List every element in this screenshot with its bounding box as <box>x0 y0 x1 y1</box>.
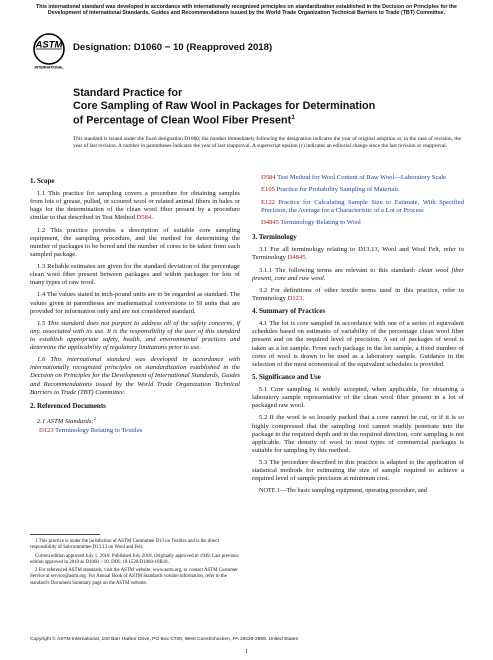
astm-logo <box>30 32 68 70</box>
paragraph-3-1-1: 3.1.1 The following terms are relevant to this standard: clean wool fiber present, core and raw wool. <box>252 266 464 282</box>
reference-d4845[interactable]: D4845 Terminology Relating to Wool <box>261 219 361 227</box>
paragraph-1-2: 1.2 This practice provides a description of suitable core sampling equipment, the sampling procedure, and the method for determining the number of packages to be bored and the number of cores to be taken from each sampled package. <box>30 226 240 258</box>
issue-note: This standard is issued under the fixed designation D1060; the number immediately following the designation indicates the year of original adoption or, in the case of revision, the year of last revision. A number in parentheses indicates the year of last reapproval. A superscript epsilon (ε) indicates an editorial change since the last revision or reapproval. <box>73 136 461 149</box>
paragraph-1-6: 1.6 This international standard was developed in accordance with internationally recognized principles on standardization established in the Decision on Principles for the Development of International Standards, Guides and Recommendations issued by the World Trade Organization Technical Barriers to Trade (TBT) Committee. <box>30 356 240 396</box>
section-heading-terminology: 3. Terminology <box>252 233 297 242</box>
footnote-1: 1 This practice is under the jurisdiction of ASTM Committee D13 on Textiles and is the direct responsibility of Subcommittee D13.13 on Wool and Felt. <box>30 539 219 551</box>
reference-e122[interactable]: E122 Practice for Calculating Sample Size to Estimate, With Specified Precision, the Average for a Characteristic of a Lot or Process <box>261 198 464 214</box>
section-heading-summary-of-practices: 4. Summary of Practices <box>252 307 326 316</box>
paragraph-3-2: 3.2 For definitions of other textile terms used in this practice, refer to Terminology D123. <box>252 286 464 302</box>
section-heading-referenced-documents: 2. Referenced Documents <box>30 401 106 410</box>
right-column <box>252 174 464 500</box>
document-title <box>73 87 453 127</box>
reference-e105[interactable]: E105 Practice for Probability Sampling of Materials <box>261 186 399 194</box>
standards-notice: This international standard was developed in accordance with internationally recognized principles on standardization established in the Decision on Principles for the Development of International Standards, Guides and Recommendations issued by the World Trade Organization Technical Barriers to Trade (TBT) Committee. <box>36 4 457 17</box>
title-footnote-mark: 1 <box>291 114 295 122</box>
ref-link-d584[interactable]: D584 <box>136 214 152 222</box>
paragraph-5-1: 5.1 Core sampling is widely accepted, when applicable, for obtaining a laboratory sample representative of the clean wool fiber present in a lot of packaged raw wool. <box>252 386 464 410</box>
copyright-line: Copyright © ASTM International, 100 Barr Harbor Drive, PO Box C700, West Conshohocken, PA 19428-2959. United States <box>30 637 298 642</box>
designation: Designation: D1060 − 10 (Reapproved 2018) <box>73 42 273 53</box>
logo-subtext: INTERNATIONAL <box>34 65 64 70</box>
section-heading-scope: 1. Scope <box>30 177 55 185</box>
ref-link-d4845[interactable]: D4845 <box>287 254 306 262</box>
title-line-3: of Percentage of Clean Wool Fiber Present$^1$ <box>73 114 295 127</box>
paragraph-5-2: 5.2 If the wool is so loosely packed that a core cannot be cut, or if it is so highly compressed that the sampling tool cannot readily penetrate into the package to the required depth and in the required direction, core sampling is not applicable. The density of wool in most types of commercial packages is suitable for sampling by this method. <box>252 414 464 454</box>
paragraph-3-1: 3.1 For all terminology relating to D13.13, Wool and Wool Felt, refer to Terminology D4845. <box>252 246 464 262</box>
page-number: 1 <box>244 648 249 655</box>
left-column <box>30 174 240 439</box>
paragraph-1-4: 1.4 The values stated in inch-pound units are to be regarded as standard. The values given in parentheses are mathematical conversions to SI units that are provided for information only and are not considered standard. <box>30 291 240 315</box>
paragraph-1-5: 1.5 This standard does not purport to address all of the safety concerns, if any, associated with its use. It is the responsibility of the user of this standard to establish appropriate safety, health, and environmental practices and determine the applicability of regulatory limitations prior to use. <box>30 319 240 352</box>
reference-d123[interactable]: D123 Terminology Relating to Textiles <box>39 426 143 434</box>
title-line-1: Standard Practice for <box>73 87 183 99</box>
paragraph-1-3: 1.3 Reliable estimates are given for the standard deviation of the percentage clean wool fiber present between packages and within packages for lots of many types of raw wool. <box>30 263 240 287</box>
section-heading-significance-and-use: 5. Significance and Use <box>252 372 321 381</box>
reference-d584[interactable]: D584 Test Method for Wool Content of Raw Wool—Laboratory Scale <box>261 174 447 181</box>
paragraph-5-3: 5.3 The procedure described in this practice is adapted to the application of statistical methods for estimating the size of sample required to achieve a required level of sample precision at minimum cost. <box>252 458 464 483</box>
paragraph-2-1: 2.1 ASTM Standards:$^2$ <box>37 415 96 425</box>
title-line-2: Core Sampling of Raw Wool in Packages for Determination <box>73 99 376 112</box>
ref-link-d123[interactable]: D123 <box>287 295 303 302</box>
footnotes <box>30 534 240 589</box>
footnote-1-edition: Current edition approved July 1, 2018. Published July 2018. Originally approved in 1949. Last previous edition approved in 2010 as D1060 – 10. DOI: 10.1520/D1060-10R18. <box>30 553 239 565</box>
paragraph-1-1: 1.1 This practice for sampling covers a procedure for obtaining samples from lots of grease, pulled, or scoured wool or related animal fibers in bales or bags for the determination of the clean wool fiber present by a procedure similar to that described in Test Method D584. <box>30 190 240 222</box>
logo-text: ASTM <box>35 39 63 51</box>
footnote-2: 2 For referenced ASTM standards, visit the ASTM website, www.astm.org, or contact ASTM Customer Service at service@astm.org. For Annual Book of ASTM Standards volume information, refer to the standard's Document Summary page on the ASTM website. <box>30 568 238 586</box>
note-1: NOTE 1—The basic sampling equipment, operating procedure, and <box>259 487 427 495</box>
paragraph-4-1: 4.1 The lot is core sampled in accordance with one of a series of equivalent schedules based on estimates of variability of the percentage clean wool fiber present and on the required level of precision. A set of packages of wool is taken as a lot sample. From each package in the lot sample, a fixed number of cores of wool is drawn to be used as a laboratory sample. Guidance in the selection of the most economical of the equivalent schedules is provided. <box>252 320 464 368</box>
footnote-divider <box>30 534 100 535</box>
